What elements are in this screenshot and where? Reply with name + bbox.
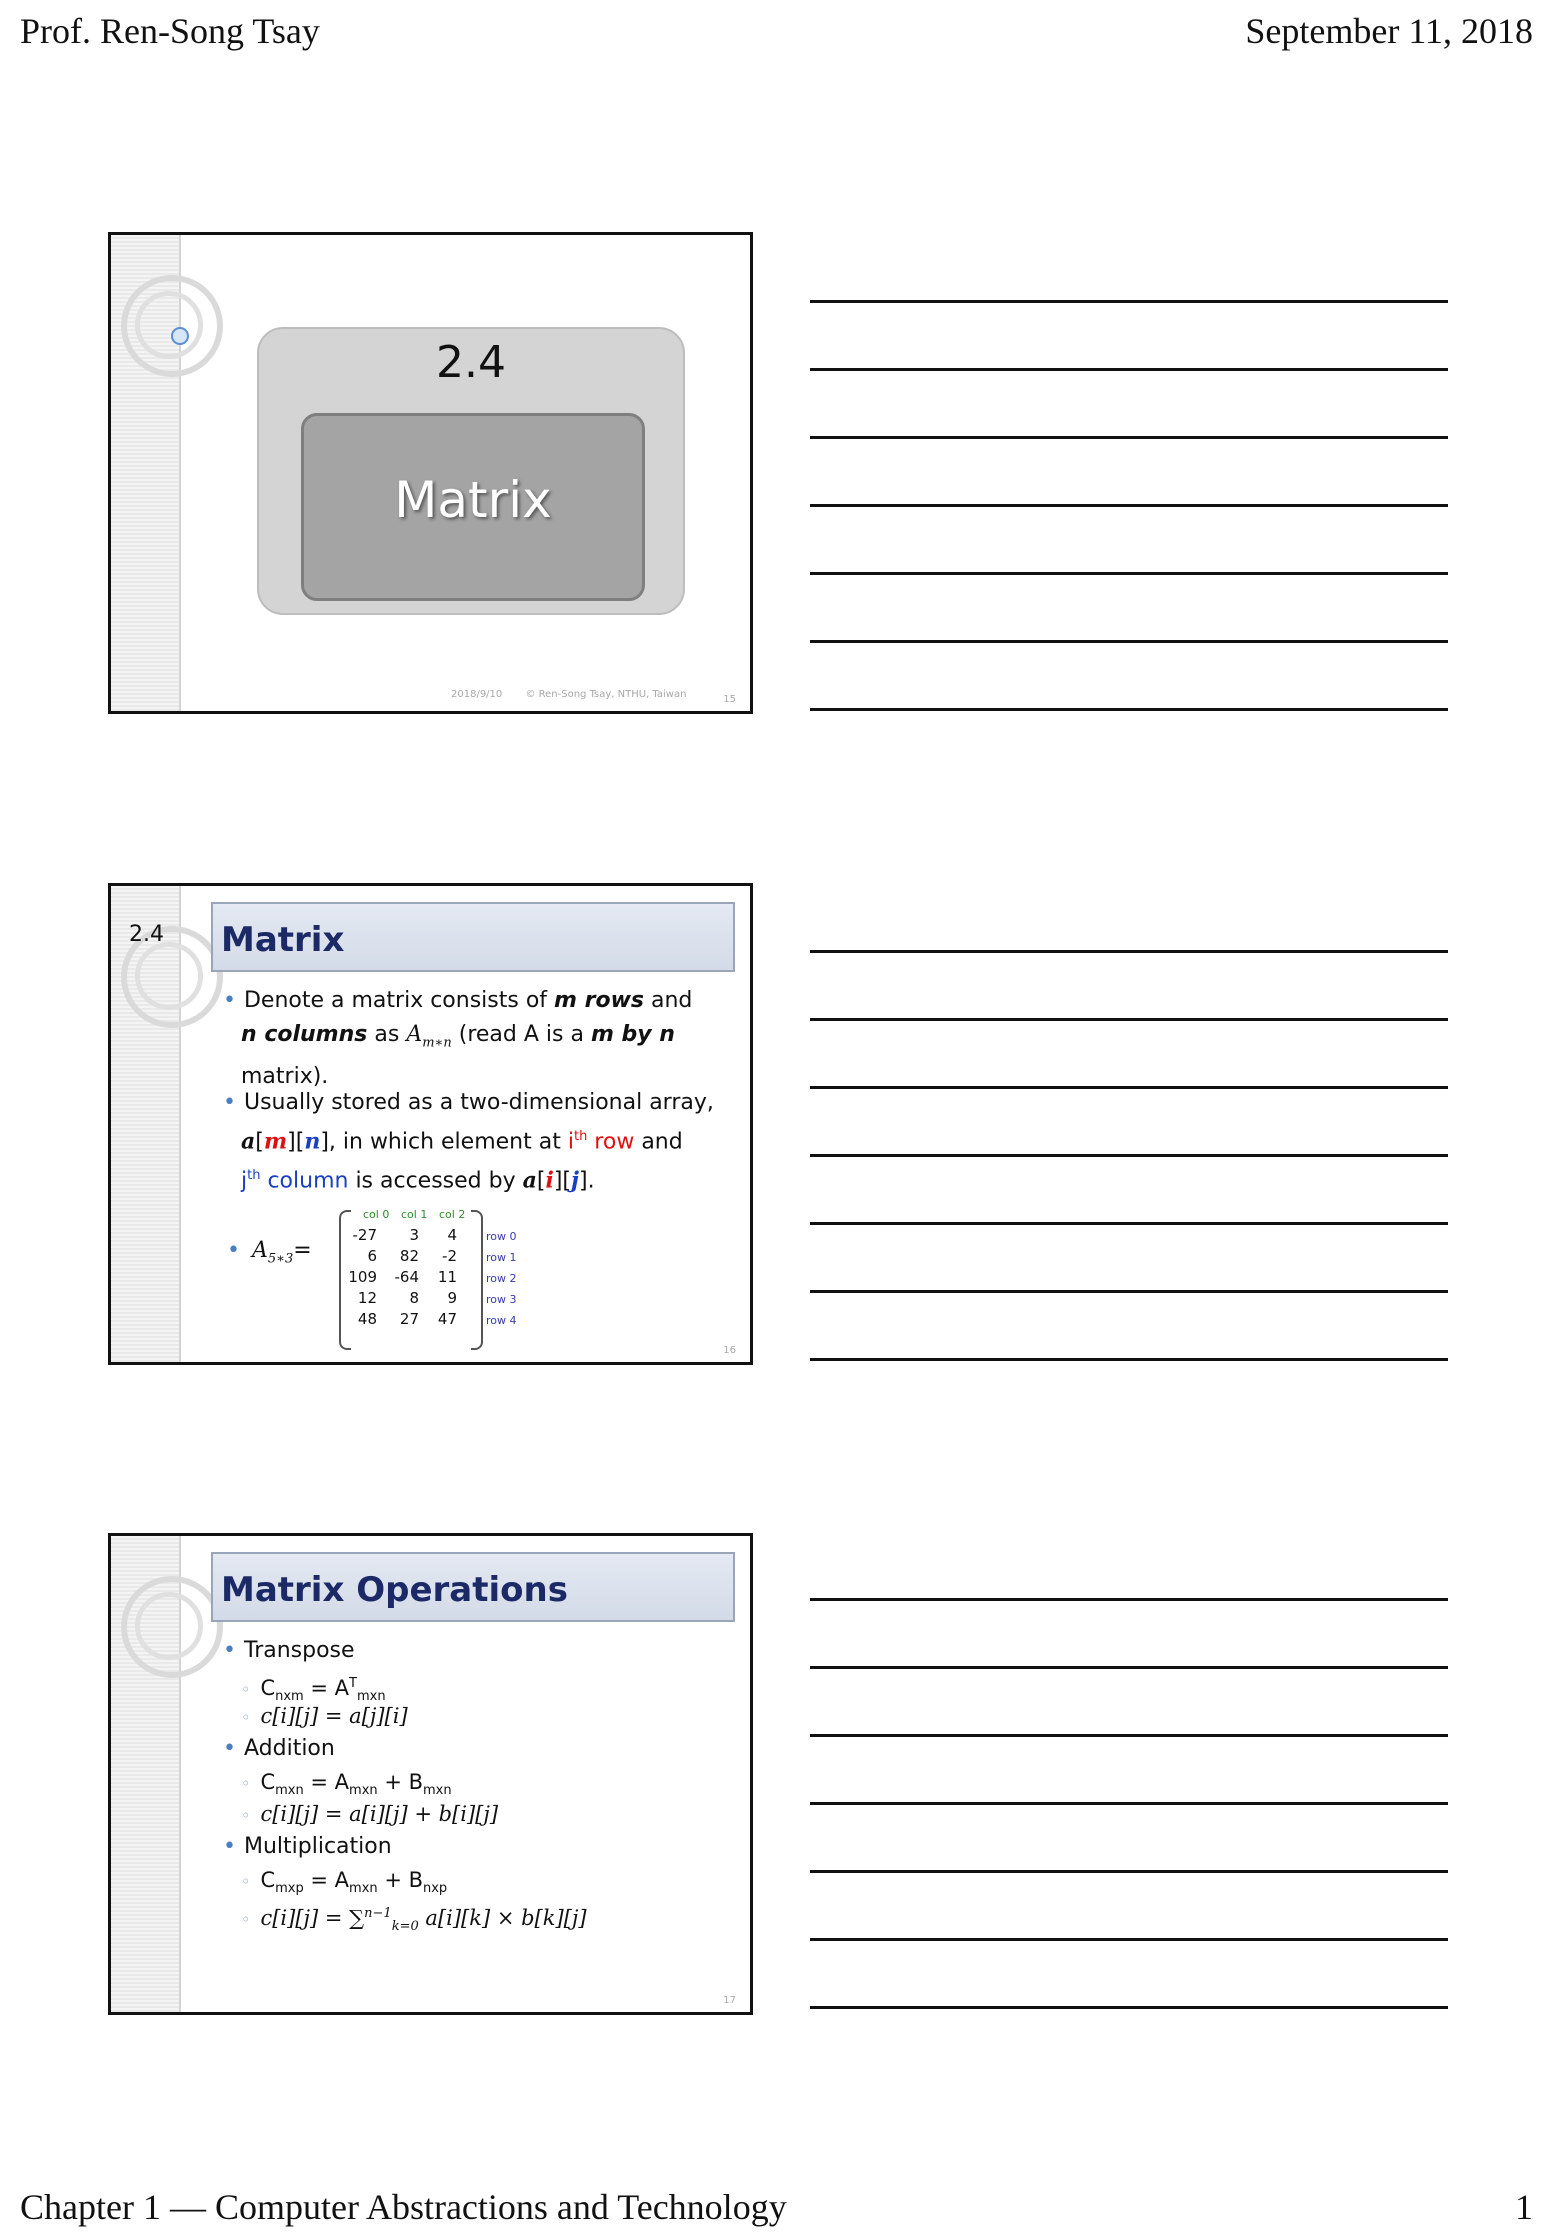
- slide-number: 15: [723, 694, 736, 705]
- note-line: [810, 1086, 1448, 1089]
- note-line: [810, 1666, 1448, 1669]
- sub-transpose-formula: ◦ $C_{nxm} = A^T_{mxn}$: [241, 1676, 386, 1705]
- bullet-transpose: • Transpose: [223, 1638, 355, 1663]
- note-line: [810, 1734, 1448, 1737]
- decorative-swirl-inner-icon: [135, 942, 203, 1010]
- note-line: [810, 1154, 1448, 1157]
- note-line: [810, 640, 1448, 643]
- slide-title: Matrix: [394, 471, 552, 529]
- slide-number: 17: [723, 1995, 736, 2006]
- slide-footer: [451, 689, 706, 700]
- slide-footer-credit: © Ren-Song Tsay, NTHU, Taiwan: [525, 689, 687, 700]
- col-label: col 2: [439, 1208, 466, 1221]
- title-card: [257, 327, 685, 615]
- note-line: [810, 1870, 1448, 1873]
- bullet-2d-array: • Usually stored as a two-dimensional array, a[m][n], in which element at $i^{th}$ row and $j^{th}$ column is accessed by a[i][j].: [223, 1090, 714, 1194]
- blue-circle-icon: [171, 327, 189, 345]
- note-line: [810, 300, 1448, 303]
- note-line: [810, 1290, 1448, 1293]
- note-line: [810, 1358, 1448, 1361]
- slide-number: 16: [723, 1345, 736, 1356]
- page-number: 1: [1515, 2187, 1533, 2227]
- section-number: 2.4: [129, 922, 164, 947]
- row-label: row 1: [486, 1251, 517, 1264]
- bullet-addition: • Addition: [223, 1736, 335, 1761]
- col-label: col 0: [363, 1208, 390, 1221]
- slide-16: 2.4 Matrix • Denote a matrix consists of m rows and n columns as $A_{m∗n}$ (read A is a m by n matrix). • Usually stored as a two-dimensional array, a[m][n], in which element at $i^{th}$ row and $j^{th}$ column is accessed by a[i][j]. • $A_{5∗3}=$ col 0 col 1 col 2 -27 3 4 6 82 -2 109 -64 11 12 8 9 48 27 47 row 0 row 1 row 2 row 3 row 4 16: [108, 883, 753, 1365]
- note-line: [810, 1598, 1448, 1601]
- col-label: col 1: [401, 1208, 428, 1221]
- author-name: Prof. Ren-Song Tsay: [20, 11, 320, 51]
- note-line: [810, 1222, 1448, 1225]
- note-line: [810, 504, 1448, 507]
- matrix-label: • $A_{5∗3}=$: [227, 1238, 312, 1267]
- section-number: 2.4: [436, 337, 506, 388]
- note-line: [810, 1938, 1448, 1941]
- slide-15: [108, 232, 753, 714]
- title-inner-box: [301, 413, 645, 601]
- decorative-swirl-inner-icon: [135, 291, 203, 359]
- sub-multiplication-index: ◦ c[i][j] = ∑$^{n-1}_{k=0}$ a[i][k] × b[k][j]: [241, 1906, 587, 1935]
- bullet-multiplication: • Multiplication: [223, 1834, 392, 1859]
- decorative-swirl-inner-icon: [135, 1592, 203, 1660]
- row-label: row 4: [486, 1314, 517, 1327]
- row-label: row 2: [486, 1272, 517, 1285]
- note-line: [810, 2006, 1448, 2009]
- note-line: [810, 572, 1448, 575]
- matrix-right-bracket: [471, 1210, 483, 1350]
- bullet-matrix-definition: • Denote a matrix consists of m rows and n columns as $A_{m∗n}$ (read A is a m by n matrix).: [223, 988, 693, 1090]
- note-line: [810, 1802, 1448, 1805]
- sub-multiplication-formula: ◦ $C_{mxp} = A_{mxn} + B_{nxp}$: [241, 1868, 448, 1897]
- note-line: [810, 1018, 1448, 1021]
- slide-footer-date: 2018/9/10: [451, 689, 503, 700]
- slide-title: Matrix Operations: [221, 1570, 568, 1610]
- note-line: [810, 368, 1448, 371]
- sub-addition-formula: ◦ $C_{mxn} = A_{mxn} + B_{mxn}$: [241, 1770, 452, 1799]
- row-label: row 3: [486, 1293, 517, 1306]
- sub-transpose-index: ◦ c[i][j] = a[j][i]: [241, 1704, 408, 1728]
- note-line: [810, 708, 1448, 711]
- title-bar: [211, 902, 735, 972]
- chapter-title: Chapter 1 — Computer Abstractions and Technology: [20, 2187, 787, 2227]
- slide-17: [108, 1533, 753, 2015]
- note-line: [810, 950, 1448, 953]
- sub-addition-index: ◦ c[i][j] = a[i][j] + b[i][j]: [241, 1802, 499, 1826]
- header-date: September 11, 2018: [1245, 11, 1533, 51]
- row-label: row 0: [486, 1230, 517, 1243]
- note-line: [810, 436, 1448, 439]
- title-bar: [211, 1552, 735, 1622]
- slide-title: Matrix: [221, 920, 345, 960]
